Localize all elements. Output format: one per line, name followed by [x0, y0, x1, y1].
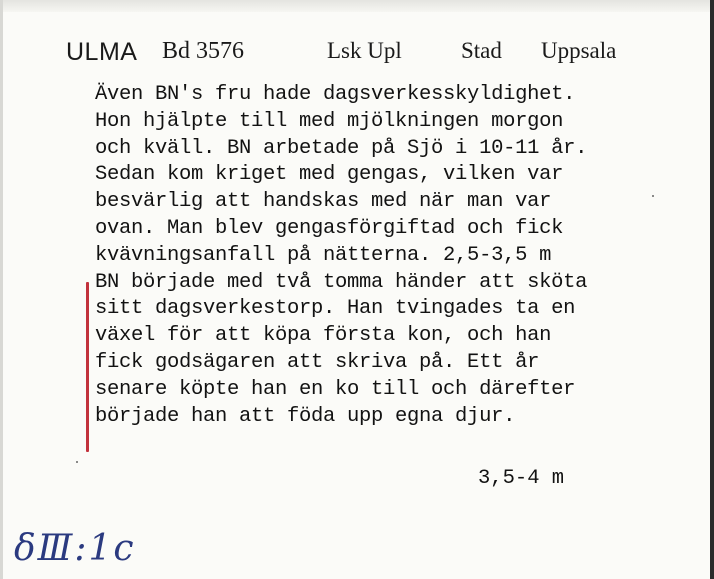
stad-label: Stad: [461, 38, 502, 63]
handwritten-classification: δⅢ:1c: [14, 528, 136, 569]
text-line: började han att föda upp egna djur.: [95, 404, 516, 428]
text-line: Sedan kom kriget med gengas, vilken var: [95, 163, 564, 187]
landskap-label: Lsk Upl: [327, 38, 402, 63]
card-right-edge: [710, 0, 714, 579]
card-top-edge: [0, 0, 714, 12]
text-line: och kväll. BN arbetade på Sjö i 10-11 år.: [95, 136, 588, 160]
text-line: sitt dagsverkestorp. Han tvingades ta en: [95, 297, 576, 321]
paper-speck: [652, 195, 654, 197]
card-left-edge: [0, 0, 3, 579]
text-line: BN började med två tomma händer att sköta: [95, 270, 588, 294]
text-line: fick godsägaren att skriva på. Ett år: [95, 350, 540, 374]
text-line: ovan. Man blev gengasförgiftad och fick: [95, 216, 564, 240]
text-line: Hon hjälpte till med mjölkningen morgon: [95, 109, 564, 133]
text-line: senare köpte han en ko till och därefter: [95, 377, 576, 401]
archive-name: ULMA: [66, 38, 138, 66]
place-name: Uppsala: [541, 38, 617, 63]
text-line: Även BN's fru hade dagsverkesskyldighet.: [95, 83, 576, 106]
reference-number: Bd 3576: [162, 38, 245, 64]
text-line: kvävningsanfall på nätterna. 2,5-3,5 m: [95, 243, 552, 267]
paper-speck: [76, 461, 78, 463]
text-line: växel för att köpa första kon, och han: [95, 324, 552, 348]
card-header: [66, 38, 666, 74]
red-margin-marker: [86, 282, 89, 452]
depth-measure: 3,5-4 m: [478, 467, 565, 490]
text-line: besvärlig att handskas med när man var: [95, 190, 552, 214]
typed-text-block: [95, 82, 685, 430]
